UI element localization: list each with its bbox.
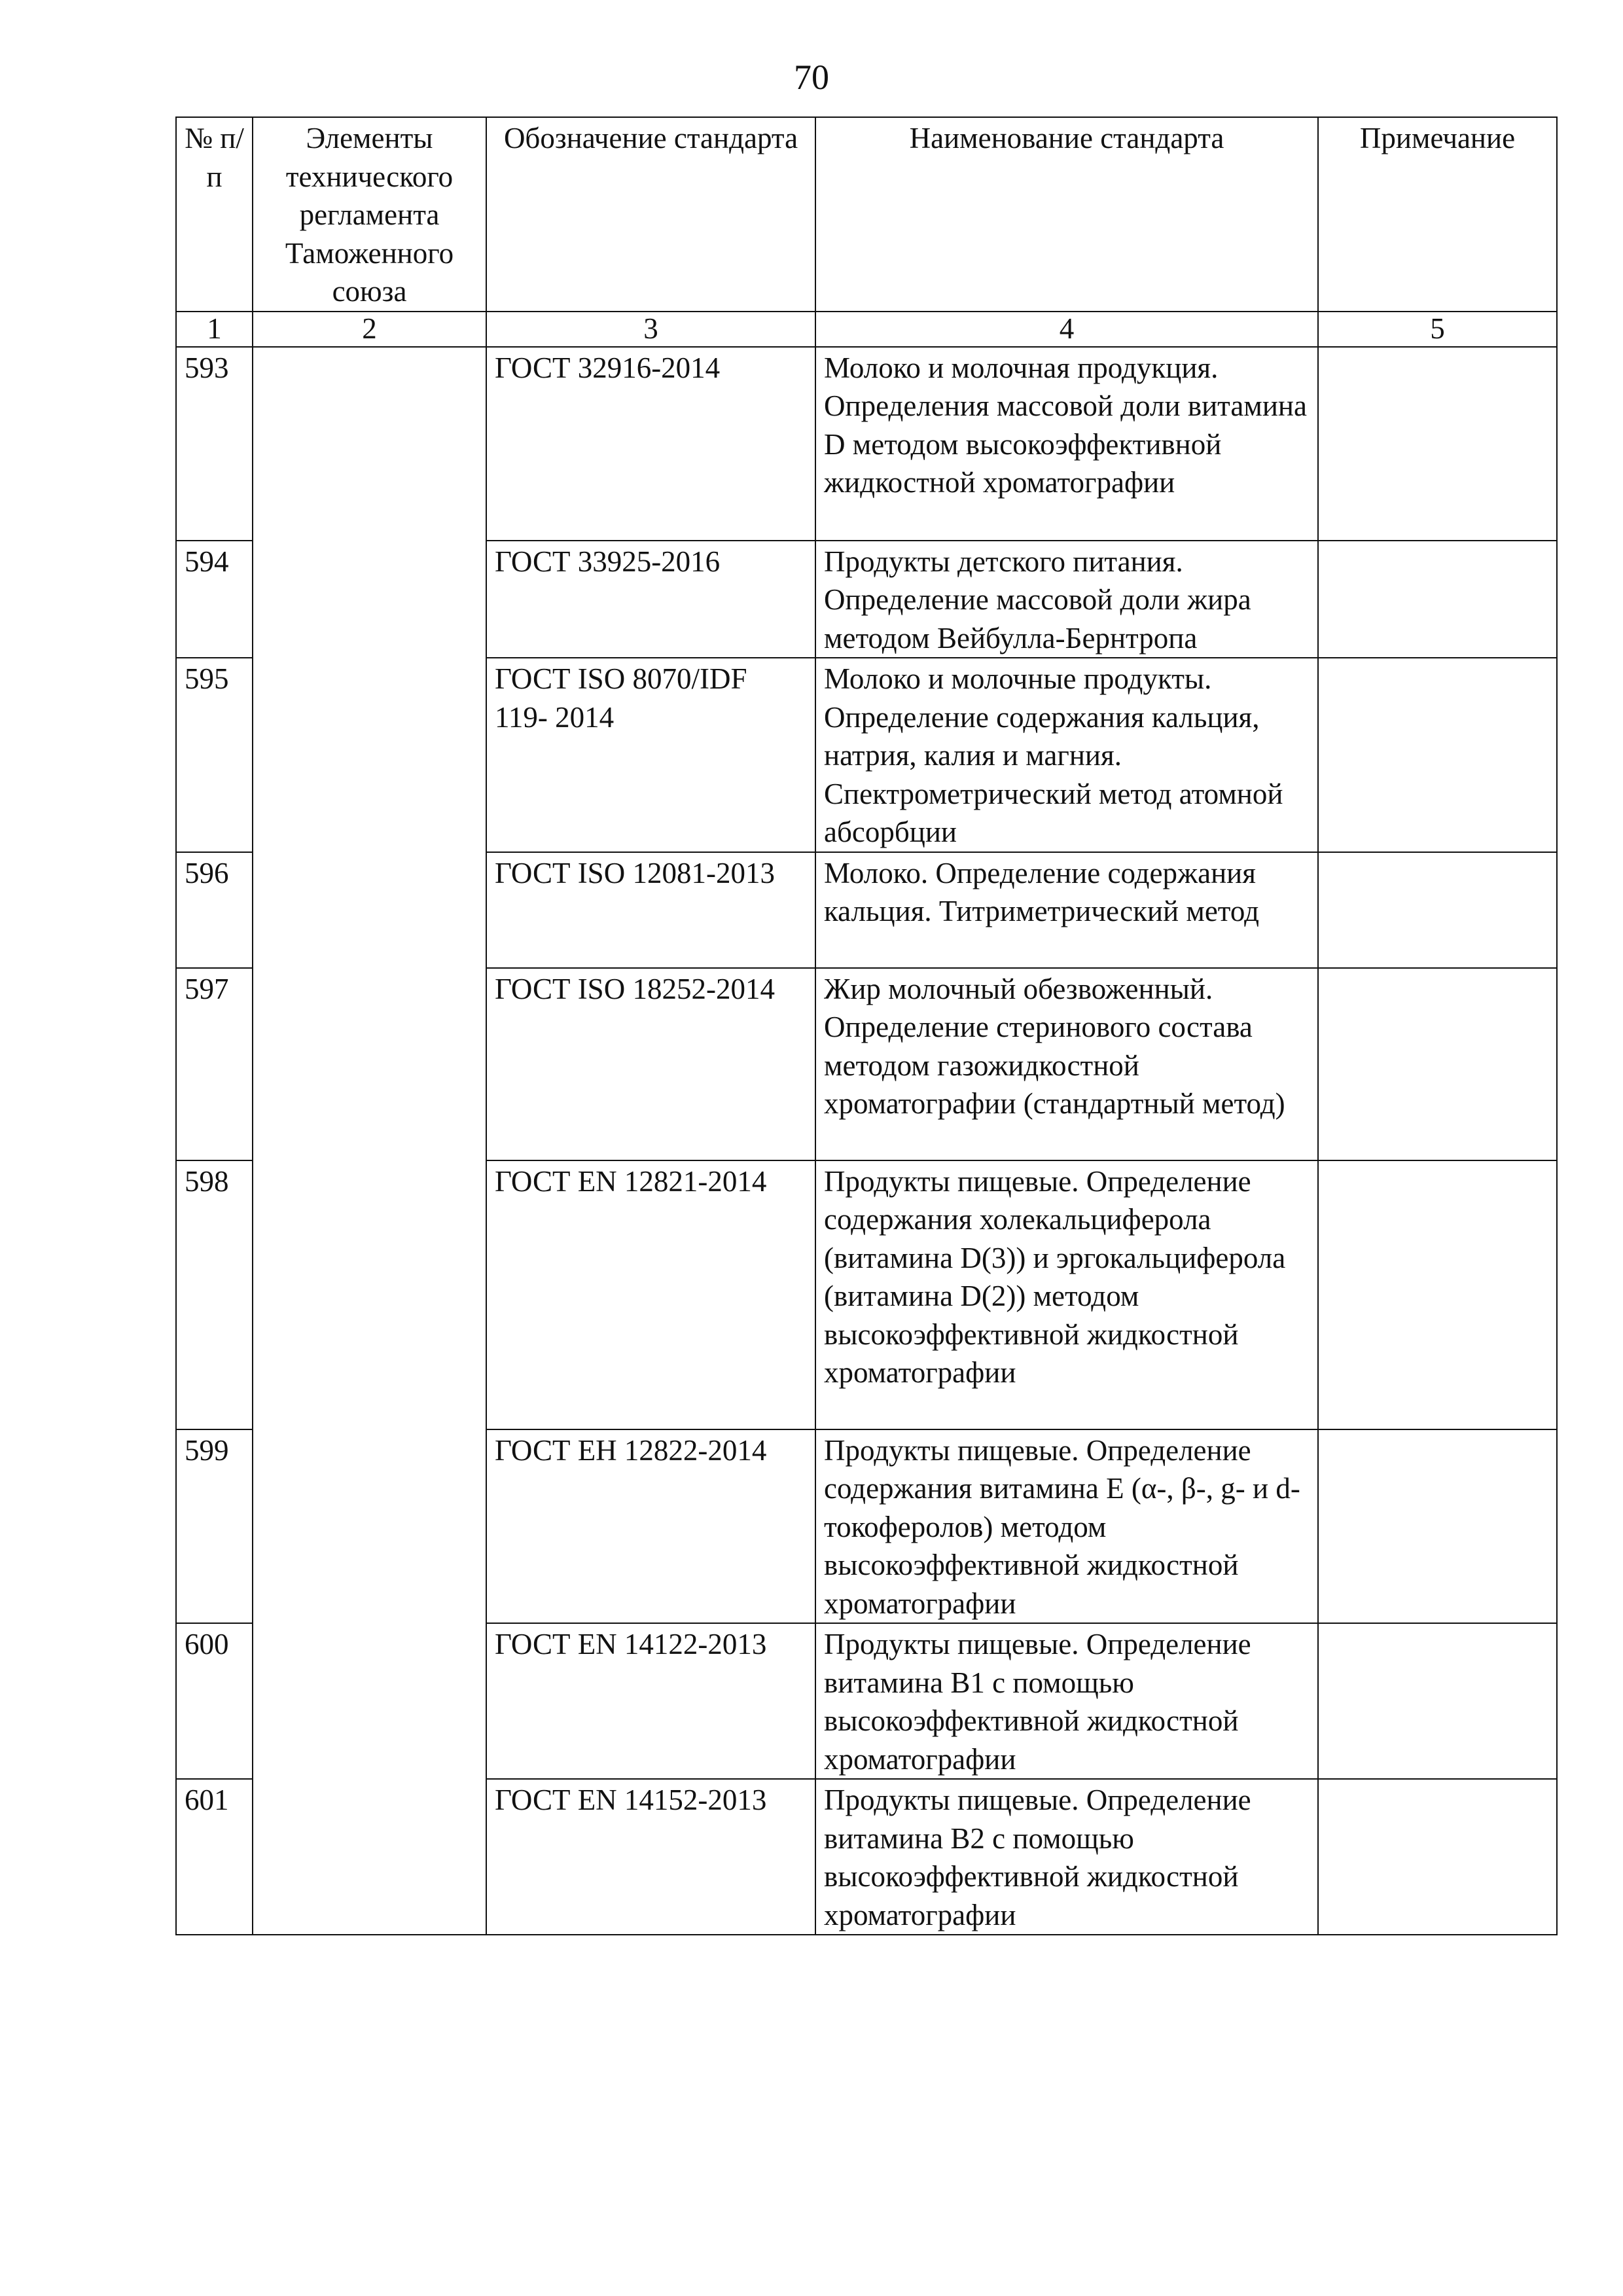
standard-name: Молоко. Определение содержания кальция. Титриметрический метод	[815, 852, 1318, 968]
header-elements: Элементы технического регламента Таможенного союза	[253, 117, 486, 312]
standard-code: ГОСТ EN 14122-2013	[486, 1623, 815, 1779]
row-number: 598	[176, 1160, 253, 1429]
standard-code: ГОСТ 32916-2014	[486, 347, 815, 541]
note	[1318, 347, 1557, 541]
note	[1318, 852, 1557, 968]
row-number: 594	[176, 541, 253, 658]
note	[1318, 1429, 1557, 1624]
regulation-elements-cell	[253, 347, 486, 1935]
standard-code: ГОСТ ISO 18252-2014	[486, 968, 815, 1160]
note	[1318, 1160, 1557, 1429]
header-designation: Обозначение стандарта	[486, 117, 815, 312]
standard-code: ГОСТ ISO 8070/IDF 119- 2014	[486, 658, 815, 852]
column-index: 4	[815, 312, 1318, 347]
header-standard-name: Наименование стандарта	[815, 117, 1318, 312]
column-index: 1	[176, 312, 253, 347]
table-row	[176, 347, 1557, 541]
column-index: 3	[486, 312, 815, 347]
header-note: Примечание	[1318, 117, 1557, 312]
row-number: 596	[176, 852, 253, 968]
page-number: 70	[794, 58, 829, 97]
note	[1318, 1623, 1557, 1779]
standard-name: Продукты пищевые. Определение витамина B1 с помощью высокоэффективной жидкостной хроматографии	[815, 1623, 1318, 1779]
note	[1318, 968, 1557, 1160]
column-index: 5	[1318, 312, 1557, 347]
standard-name: Продукты пищевые. Определение содержания холекальциферола (витамина D(3)) и эргокальциферола (витамина D(2)) методом высокоэффективной жидкостной хроматографии	[815, 1160, 1318, 1429]
column-index-row	[176, 312, 1557, 347]
table-header-row	[176, 117, 1557, 312]
standard-name: Продукты пищевые. Определение содержания витамина E (α-, β-, g- и d-токоферолов) методом высокоэффективной жидкостной хроматографии	[815, 1429, 1318, 1624]
standard-code: ГОСТ EN 14152-2013	[486, 1779, 815, 1935]
standard-name: Молоко и молочная продукция. Определения массовой доли витамина D методом высокоэффективной жидкостной хроматографии	[815, 347, 1318, 541]
row-number: 599	[176, 1429, 253, 1624]
note	[1318, 658, 1557, 852]
row-number: 593	[176, 347, 253, 541]
standard-code: ГОСТ 33925-2016	[486, 541, 815, 658]
standard-code: ГОСТ ISO 12081-2013	[486, 852, 815, 968]
standard-code: ГОСТ ЕН 12822-2014	[486, 1429, 815, 1624]
standard-name: Продукты пищевые. Определение витамина B2 с помощью высокоэффективной жидкостной хроматографии	[815, 1779, 1318, 1935]
row-number: 601	[176, 1779, 253, 1935]
standards-table	[175, 117, 1558, 1935]
standard-name: Продукты детского питания. Определение массовой доли жира методом Вейбулла-Бернтропа	[815, 541, 1318, 658]
note	[1318, 1779, 1557, 1935]
standard-name: Молоко и молочные продукты. Определение содержания кальция, натрия, калия и магния. Спектрометрический метод атомной абсорбции	[815, 658, 1318, 852]
row-number: 595	[176, 658, 253, 852]
column-index: 2	[253, 312, 486, 347]
standard-code: ГОСТ EN 12821-2014	[486, 1160, 815, 1429]
standard-name: Жир молочный обезвоженный. Определение стеринового состава методом газожидкостной хроматографии (стандартный метод)	[815, 968, 1318, 1160]
row-number: 600	[176, 1623, 253, 1779]
header-number: № п/п	[176, 117, 253, 312]
row-number: 597	[176, 968, 253, 1160]
note	[1318, 541, 1557, 658]
